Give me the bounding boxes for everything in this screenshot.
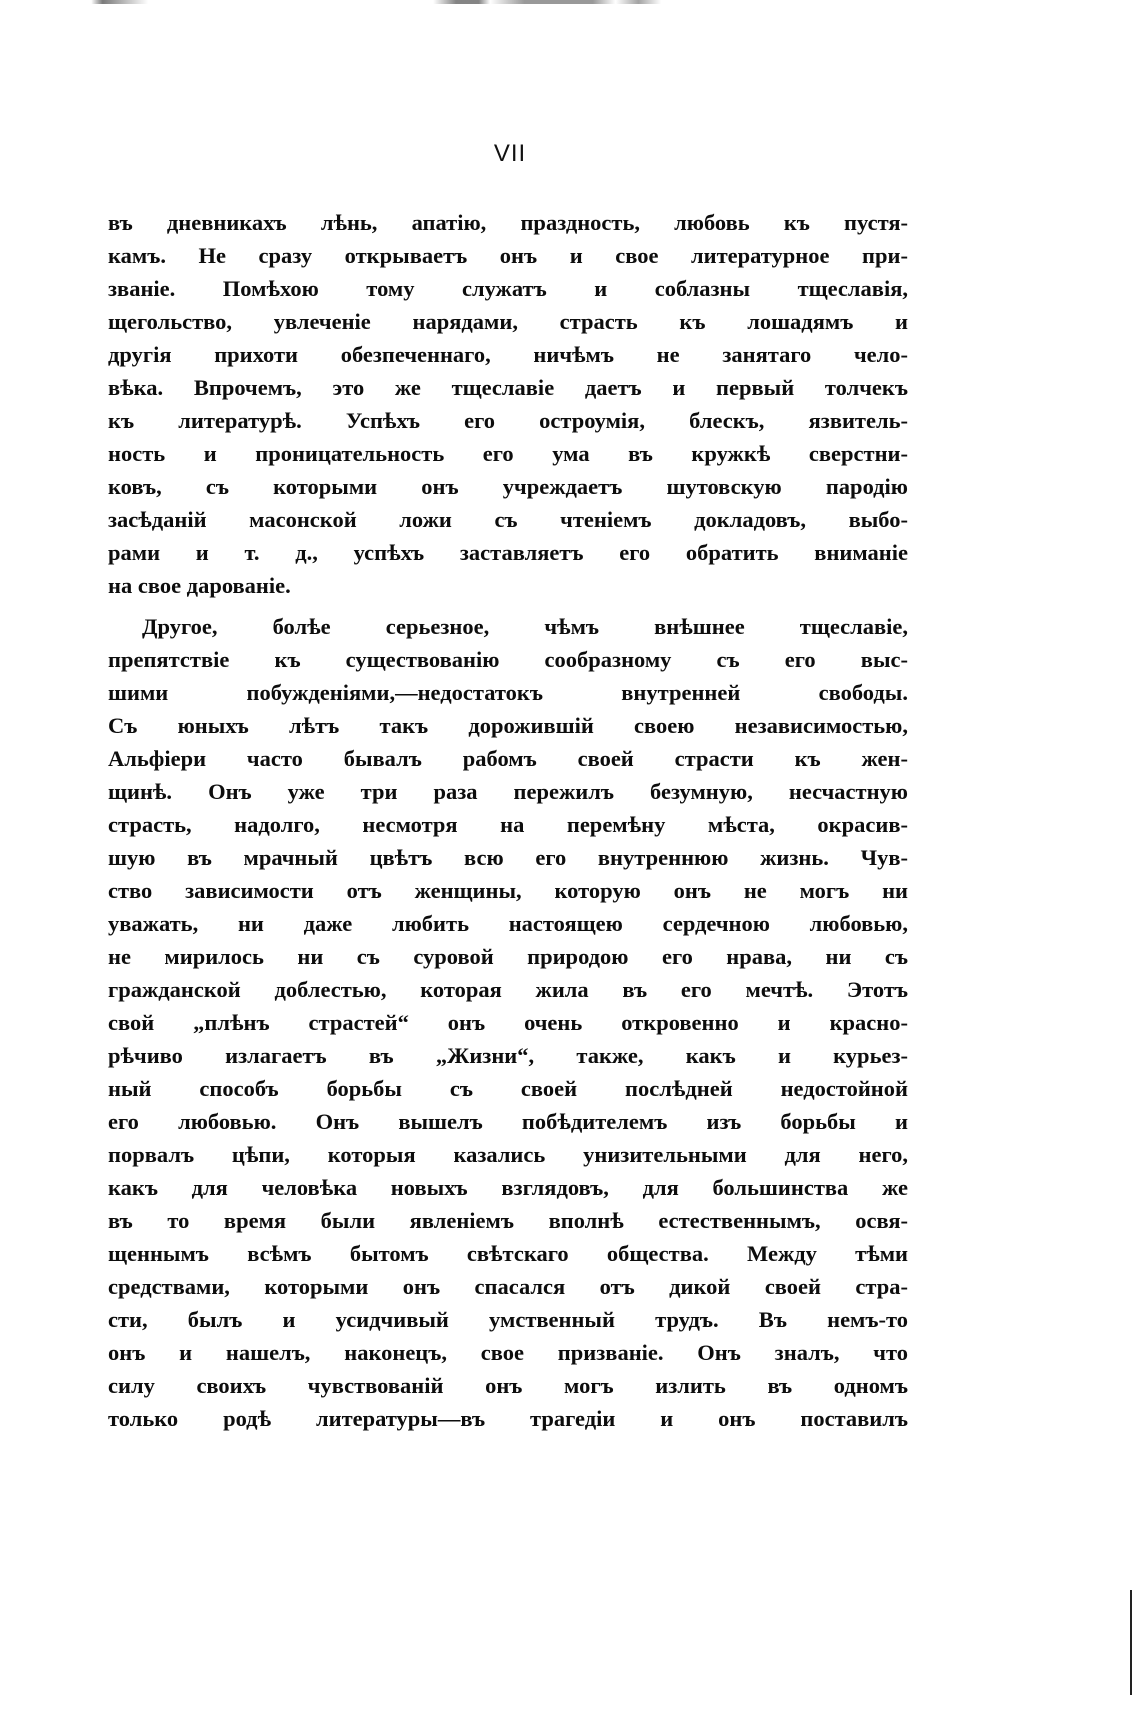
text-line: шую въ мрачный цвѣтъ всю его внутреннюю жизнь. Чув- [108, 845, 908, 870]
paragraph [108, 206, 908, 602]
paragraph-gap [108, 602, 908, 610]
text-line: Другое, болѣе серьезное, чѣмъ внѣшнее тщеславіе, [142, 614, 908, 639]
text-line: гражданской доблестью, которая жила въ его мечтѣ. Этотъ [108, 977, 908, 1002]
top-edge-scan-artifact [0, 0, 1140, 4]
text-line: ковъ, съ которыми онъ учреждаетъ шутовскую пародію [108, 474, 908, 499]
text-line: уважать, ни даже любить настоящею сердечною любовью, [108, 911, 908, 936]
text-line: порвалъ цѣпи, которыя казались унизительными для него, [108, 1142, 908, 1167]
text-line: онъ и нашелъ, наконецъ, свое призваніе. Онъ зналъ, что [108, 1340, 908, 1365]
text-line: какъ для человѣка новыхъ взглядовъ, для большинства же [108, 1175, 908, 1200]
text-line: вѣка. Впрочемъ, это же тщеславіе даетъ и первый толчекъ [108, 375, 908, 400]
text-line: на свое дарованіе. [108, 573, 291, 598]
text-line: щинѣ. Онъ уже три раза пережилъ безумную, несчастную [108, 779, 908, 804]
text-line: только родѣ литературы—въ трагедіи и онъ поставилъ [108, 1406, 908, 1431]
text-line: щегольство, увлеченіе нарядами, страсть къ лошадямъ и [108, 309, 908, 334]
text-line: камъ. Не сразу открываетъ онъ и свое литературное при- [108, 243, 908, 268]
text-line: рами и т. д., успѣхъ заставляетъ его обратить вниманіе [108, 540, 908, 565]
text-line: Альфіери часто бывалъ рабомъ своей страсти къ жен- [108, 746, 908, 771]
text-line: Съ юныхъ лѣтъ такъ дорожившій своею независимостью, [108, 713, 908, 738]
text-line: щеннымъ всѣмъ бытомъ свѣтскаго общества. Между тѣми [108, 1241, 908, 1266]
text-line: ство зависимости отъ женщины, которую онъ не могъ ни [108, 878, 908, 903]
text-line: ность и проницательность его ума въ кружкѣ сверстни- [108, 441, 908, 466]
text-line: страсть, надолго, несмотря на перемѣну мѣста, окрасив- [108, 812, 908, 837]
text-line: шими побужденіями,—недостатокъ внутренней свободы. [108, 680, 908, 705]
text-line: средствами, которыми онъ спасался отъ дикой своей стра- [108, 1274, 908, 1299]
paragraph [108, 610, 908, 1435]
text-line: другія прихоти обезпеченнаго, ничѣмъ не занятаго чело- [108, 342, 908, 367]
text-line: въ то время были явленіемъ вполнѣ естественнымъ, освя- [108, 1208, 908, 1233]
text-line: въ дневникахъ лѣнь, апатію, праздность, любовь къ пустя- [108, 210, 908, 235]
text-line: засѣданій масонской ложи съ чтеніемъ докладовъ, выбо- [108, 507, 908, 532]
text-line: силу своихъ чувствованій онъ могъ излить въ одномъ [108, 1373, 908, 1398]
text-line: къ литературѣ. Успѣхъ его остроумія, блескъ, язвитель- [108, 408, 908, 433]
text-line: званіе. Помѣхою тому служатъ и соблазны тщеславія, [108, 276, 908, 301]
text-line: не мирилось ни съ суровой природою его нрава, ни съ [108, 944, 908, 969]
text-line: рѣчиво излагаетъ въ „Жизни“, также, какъ и курьез- [108, 1043, 908, 1068]
body-text [108, 206, 908, 1435]
margin-scan-line [1130, 1590, 1132, 1695]
text-line: свой „плѣнъ страстей“ онъ очень откровенно и красно- [108, 1010, 908, 1035]
text-line: препятствіе къ существованію сообразному съ его выс- [108, 647, 908, 672]
page-number: VII [493, 140, 527, 167]
text-line: ный способъ борьбы съ своей послѣдней недостойной [108, 1076, 908, 1101]
text-line: сти, былъ и усидчивый умственный трудъ. Въ немъ-то [108, 1307, 908, 1332]
text-line: его любовью. Онъ вышелъ побѣдителемъ изъ борьбы и [108, 1109, 908, 1134]
